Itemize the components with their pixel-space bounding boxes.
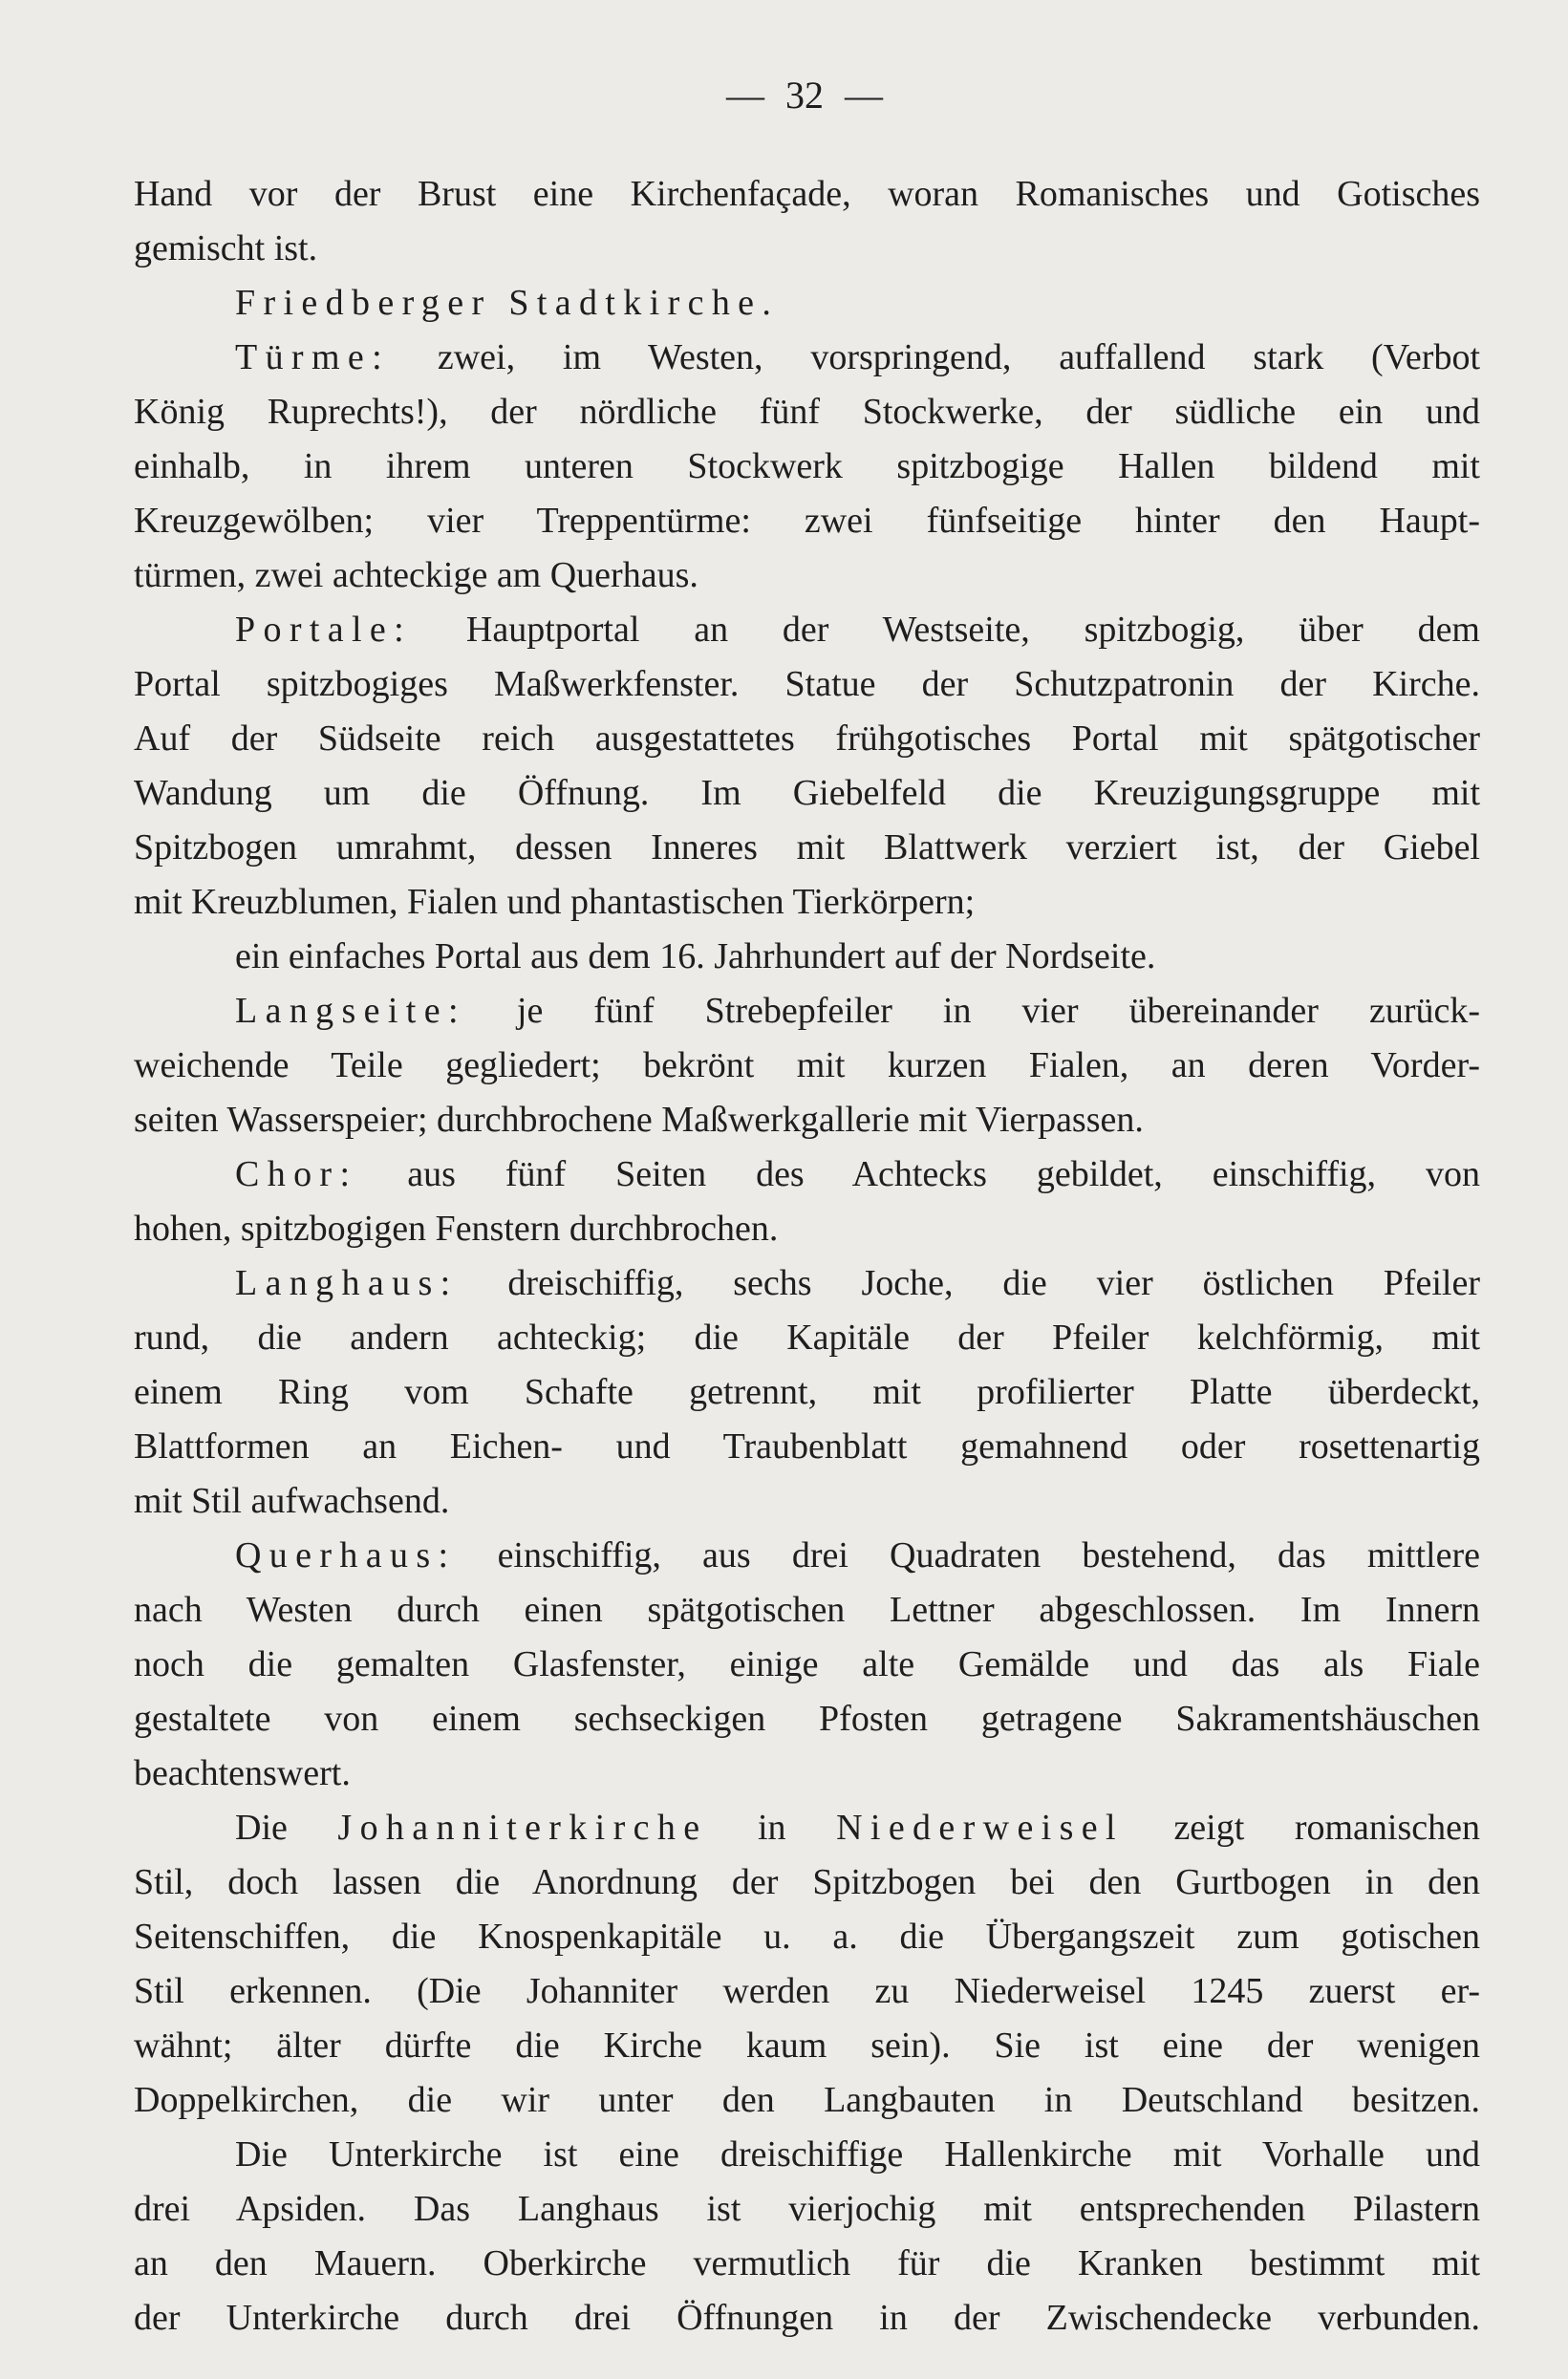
text-segment: wähnt; älter dürfte die Kirche kaum sein). Sie ist eine der wenigen <box>134 2025 1480 2066</box>
text-line <box>134 1365 1480 1420</box>
text-segment: Stil erkennen. (Die Johanniter werden zu Niederweisel 1245 zuerst er- <box>134 1971 1480 2011</box>
text-segment: Stil, doch lassen die Anordnung der Spitzbogen bei den Gurtbogen in den <box>134 1862 1480 1902</box>
text-segment: weichende Teile gegliedert; bekrönt mit kurzen Fialen, an deren Vorder- <box>134 1045 1480 1085</box>
text-line <box>134 439 1480 494</box>
text-line <box>134 1692 1480 1747</box>
text-line <box>134 1583 1480 1638</box>
text-line <box>235 1147 1480 1202</box>
text-segment: beachtenswert. <box>134 1753 351 1793</box>
spaced-heading-text: Chor: <box>235 1154 358 1194</box>
text-segment: in <box>707 1808 837 1848</box>
text-segment: Wandung um die Öffnung. Im Giebelfeld die Kreuzigungsgruppe mit <box>134 773 1480 813</box>
text-line <box>235 1801 1480 1855</box>
spaced-heading-text: Niederweisel <box>836 1808 1124 1848</box>
text-segment: einhalb, in ihrem unteren Stockwerk spitzbogige Hallen bildend mit <box>134 446 1480 486</box>
spaced-heading-text: Johanniterkirche <box>337 1808 708 1848</box>
text-segment: Portal spitzbogiges Maßwerkfenster. Statue der Schutzpatronin der Kirche. <box>134 664 1480 704</box>
text-line <box>134 548 1480 603</box>
text-line <box>235 331 1480 385</box>
text-line <box>134 712 1480 766</box>
text-line <box>235 2128 1480 2182</box>
text-line <box>235 984 1480 1039</box>
text-line <box>134 494 1480 548</box>
spaced-heading-text: Langseite: <box>235 991 466 1031</box>
text-line <box>235 930 1480 984</box>
text-line <box>134 1202 1480 1256</box>
text-segment: gestaltete von einem sechseckigen Pfosten getragene Sakramentshäuschen <box>134 1699 1480 1739</box>
text-segment: zeigt romanischen <box>1123 1808 1480 1848</box>
text-line <box>134 1638 1480 1692</box>
text-line <box>134 2237 1480 2291</box>
text-segment: gemischt ist. <box>134 228 318 268</box>
text-segment: König Ruprechts!), der nördliche fünf Stockwerke, der südliche ein und <box>134 392 1480 432</box>
text-line <box>134 1855 1480 1910</box>
text-line <box>134 2182 1480 2237</box>
text-segment: einschiffig, aus drei Quadraten bestehend, das mittlere <box>456 1535 1480 1575</box>
spaced-heading-text: Türme: <box>235 337 391 377</box>
text-segment: zwei, im Westen, vorspringend, auffallend stark (Verbot <box>390 337 1480 377</box>
text-line <box>134 1420 1480 1474</box>
text-segment: Die <box>235 1808 338 1848</box>
text-line <box>134 1910 1480 1964</box>
text-line <box>134 2291 1480 2346</box>
text-segment: der Unterkirche durch drei Öffnungen in der Zwischendecke verbunden. <box>134 2298 1480 2338</box>
page-number: — 32 — <box>726 74 883 117</box>
text-line <box>235 603 1480 657</box>
text-segment: nach Westen durch einen spätgotischen Lettner abgeschlossen. Im Innern <box>134 1590 1480 1630</box>
text-segment: türmen, zwei achteckige am Querhaus. <box>134 555 698 595</box>
text-line <box>235 1256 1480 1311</box>
text-line <box>134 875 1480 930</box>
text-line <box>134 1474 1480 1529</box>
text-segment: Hand vor der Brust eine Kirchenfaçade, woran Romanisches und Gotisches <box>134 174 1480 214</box>
text-segment: Hauptportal an der Westseite, spitzbogig, über dem <box>412 610 1480 650</box>
text-segment: Kreuzgewölben; vier Treppentürme: zwei fünfseitige hinter den Haupt- <box>134 501 1480 541</box>
text-line <box>235 1529 1480 1583</box>
text-segment: drei Apsiden. Das Langhaus ist vierjochig mit entsprechenden Pilastern <box>134 2189 1480 2229</box>
text-segment: einem Ring vom Schafte getrennt, mit profilierter Platte überdeckt, <box>134 1372 1480 1412</box>
text-segment: Doppelkirchen, die wir unter den Langbauten in Deutschland besitzen. <box>134 2080 1480 2120</box>
text-line <box>235 276 1480 331</box>
text-segment: rund, die andern achteckig; die Kapitäle der Pfeiler kelchförmig, mit <box>134 1318 1480 1358</box>
text-line <box>134 1093 1480 1147</box>
text-segment: mit Stil aufwachsend. <box>134 1481 450 1521</box>
spaced-heading-text: Langhaus: <box>235 1263 459 1303</box>
text-segment: noch die gemalten Glasfenster, einige alte Gemälde und das als Fiale <box>134 1644 1480 1684</box>
text-segment: ein einfaches Portal aus dem 16. Jahrhundert auf der Nordseite. <box>235 936 1156 976</box>
text-segment: Seitenschiffen, die Knospenkapitäle u. a. die Übergangszeit zum gotischen <box>134 1917 1480 1957</box>
text-segment: an den Mauern. Oberkirche vermutlich für die Kranken bestimmt mit <box>134 2243 1480 2283</box>
spaced-heading-text: Querhaus: <box>235 1535 457 1575</box>
text-line <box>134 167 1480 222</box>
text-line <box>134 222 1480 276</box>
text-segment: je fünf Strebepfeiler in vier übereinander zurück- <box>465 991 1480 1031</box>
text-line <box>134 766 1480 821</box>
text-line <box>134 385 1480 439</box>
spaced-heading-text: Friedberger Stadtkirche. <box>235 283 780 323</box>
text-line <box>134 2019 1480 2073</box>
text-line <box>134 1747 1480 1801</box>
text-segment: hohen, spitzbogigen Fenstern durchbrochen. <box>134 1209 779 1249</box>
text-line <box>134 1311 1480 1365</box>
text-line <box>134 821 1480 875</box>
text-segment: mit Kreuzblumen, Fialen und phantastischen Tierkörpern; <box>134 882 976 922</box>
spaced-heading-text: Portale: <box>235 610 413 650</box>
text-segment: Die Unterkirche ist eine dreischiffige Hallenkirche mit Vorhalle und <box>235 2134 1480 2175</box>
text-segment: Blattformen an Eichen- und Traubenblatt gemahnend oder rosettenartig <box>134 1426 1480 1467</box>
text-segment: Spitzbogen umrahmt, dessen Inneres mit Blattwerk verziert ist, der Giebel <box>134 827 1480 868</box>
text-line <box>134 1964 1480 2019</box>
text-line <box>134 2073 1480 2128</box>
text-segment: aus fünf Seiten des Achtecks gebildet, einschiffig, von <box>357 1154 1480 1194</box>
text-line <box>134 1039 1480 1093</box>
text-segment: Auf der Südseite reich ausgestattetes frühgotisches Portal mit spätgotischer <box>134 718 1480 759</box>
text-segment: dreischiffig, sechs Joche, die vier östlichen Pfeiler <box>458 1263 1480 1303</box>
text-segment: seiten Wasserspeier; durchbrochene Maßwerkgallerie mit Vierpassen. <box>134 1100 1144 1140</box>
text-line <box>134 657 1480 712</box>
